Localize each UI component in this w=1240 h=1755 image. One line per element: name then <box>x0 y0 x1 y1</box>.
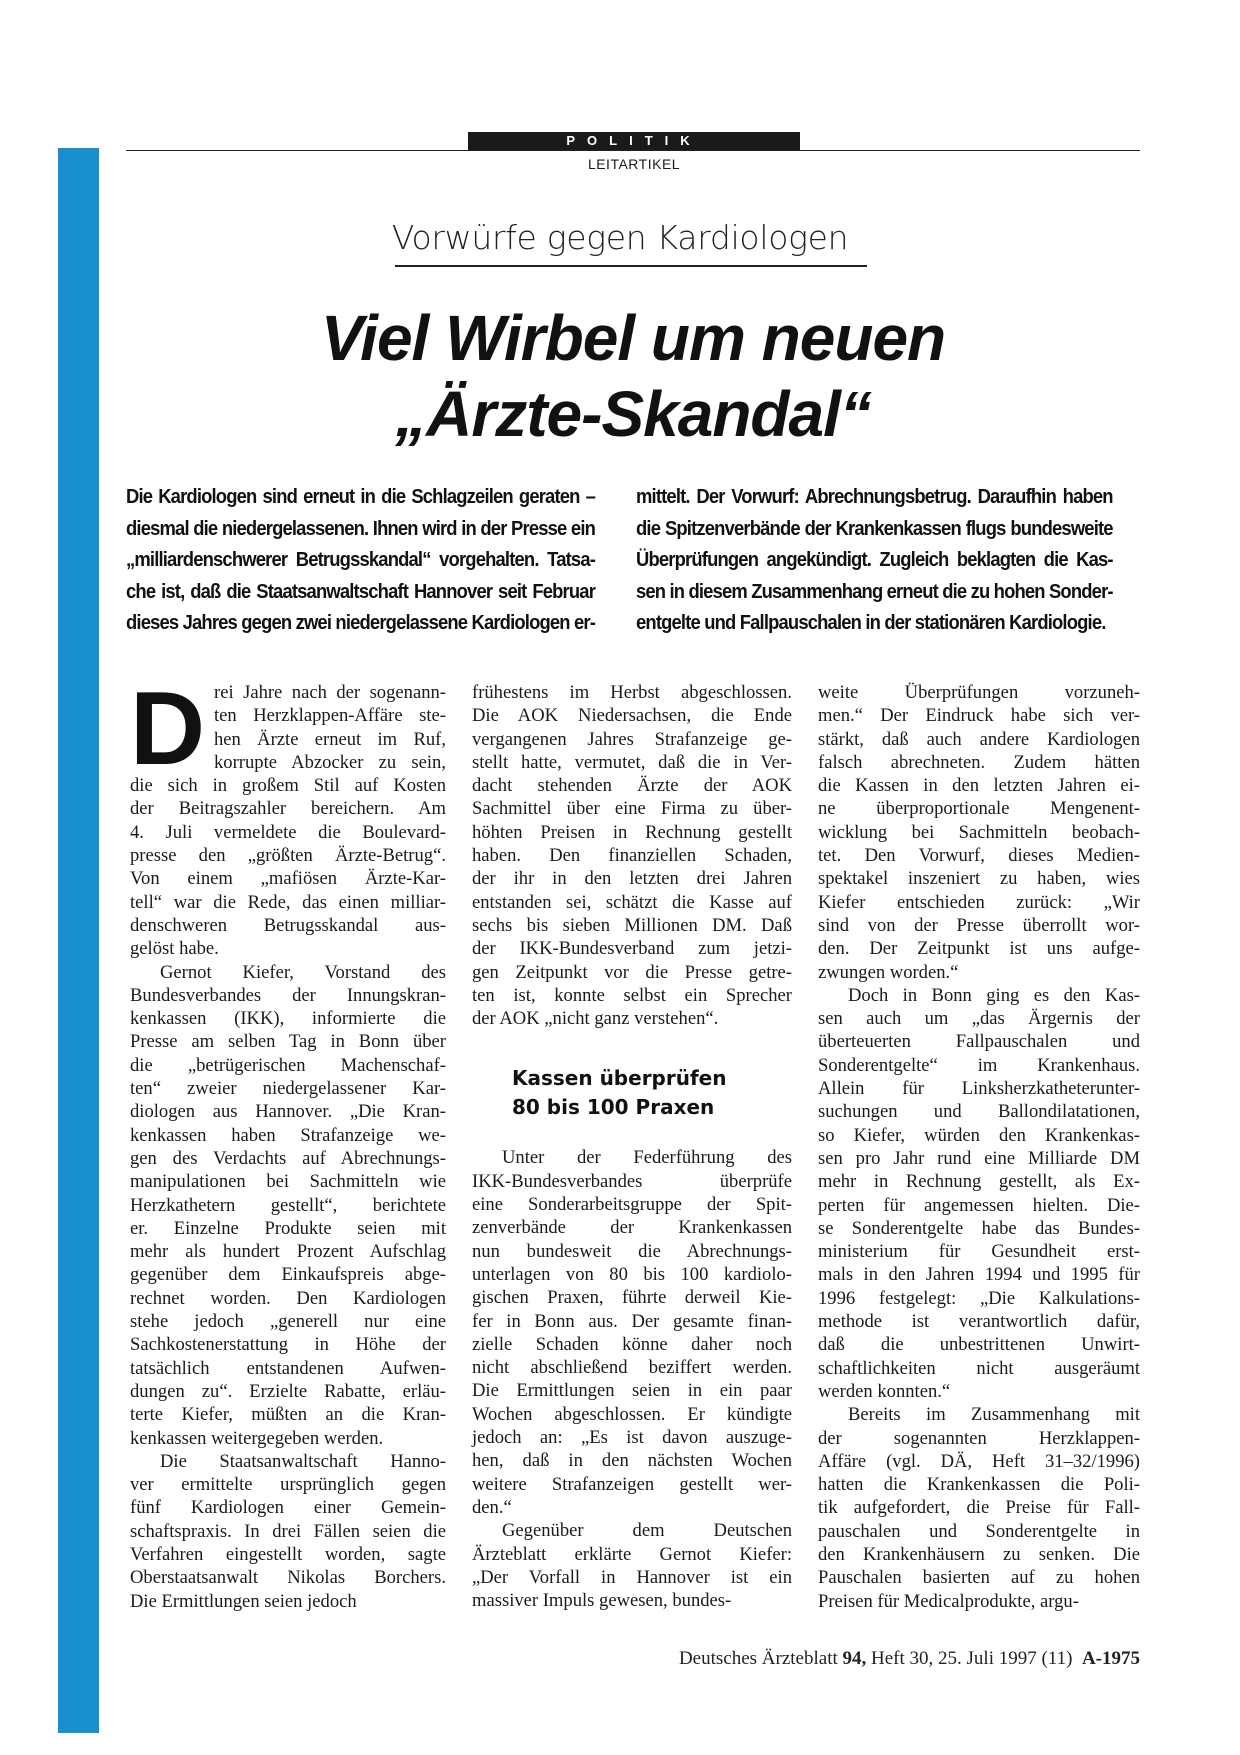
body-line: terte Kiefer, müßten an die Kran- <box>130 1404 446 1426</box>
body-line: kenkassen (IKK), informierte die <box>130 1008 446 1030</box>
body-line: diologen aus Hannover. „Die Kran- <box>130 1101 446 1123</box>
body-line: Kiefer entschieden zurück: „Wir <box>818 891 1140 913</box>
body-line: die „betrügerischen Machenschaf- <box>130 1054 446 1076</box>
body-line: Die Ermittlungen seien jedoch <box>130 1590 357 1612</box>
body-line: spektakel inszeniert zu haben, wies <box>818 868 1140 890</box>
body-line: den. Der Zeitpunkt ist uns aufge- <box>818 938 1140 960</box>
body-line: jedoch an: „Es ist davon auszuge- <box>472 1427 792 1449</box>
body-line: stehe jedoch „generell nur eine <box>130 1311 446 1333</box>
spacer <box>472 1030 792 1064</box>
body-line: stärkt, daß auch andere Kardiologen <box>818 728 1140 750</box>
body-line: methode ist verantwortlich dafür, <box>818 1311 1140 1333</box>
body-line: Herzkathetern gestellt“, berichtete <box>130 1194 446 1216</box>
body-line: fünf Kardiologen einer Gemein- <box>130 1497 446 1519</box>
body-line: se Sonderentgelte habe das Bundes- <box>818 1217 1140 1239</box>
lead-paragraph <box>126 482 1140 640</box>
body-line: zielle Schaden könne daher noch <box>472 1333 792 1355</box>
body-line: hatten die Krankenkassen die Poli- <box>818 1474 1140 1496</box>
body-line: „Der Vorfall in Hannover ist ein <box>472 1566 792 1588</box>
body-line: ministerium für Gesundheit erst- <box>818 1241 1140 1263</box>
section-label: POLITIK <box>468 132 800 150</box>
body-line: eine Sonderarbeitsgruppe der Spit- <box>472 1194 792 1216</box>
body-line: tik aufgefordert, die Preise für Fall- <box>818 1497 1140 1519</box>
body-line: Die Ermittlungen seien in ein paar <box>472 1380 792 1402</box>
body-line: sen auch um „das Ärgernis der <box>818 1008 1140 1030</box>
body-line: stellt hatte, vermutet, daß die in Ver- <box>472 751 792 773</box>
body-line: denschweren Betrugsskandal aus- <box>130 914 446 936</box>
body-line: Preisen für Medicalprodukte, argu- <box>818 1590 1079 1612</box>
body-line: zenverbände der Krankenkassen <box>472 1217 792 1239</box>
journal-name: Deutsches Ärzteblatt <box>678 1648 838 1669</box>
lead-line: Überprüfungen angekündigt. Zugleich beklagten die Kas- <box>635 549 1113 571</box>
body-line: die sich in großem Stil auf Kosten <box>130 775 446 797</box>
body-line: den.“ <box>472 1496 512 1518</box>
lead-line: mittelt. Der Vorwurf: Abrechnungsbetrug. Daraufhin haben <box>635 486 1113 508</box>
body-line: sechs bis sieben Millionen DM. Daß <box>472 914 792 936</box>
body-line: suchungen und Ballondilatationen, <box>818 1101 1140 1123</box>
body-line: mehr als hundert Prozent Aufschlag <box>130 1241 446 1263</box>
body-line: ten Herzklappen-Affäre ste- <box>214 705 446 727</box>
body-line: men.“ Der Eindruck habe sich ver- <box>818 705 1140 727</box>
body-line: ver ermittelte ursprünglich gegen <box>130 1474 446 1496</box>
body-line: rei Jahre nach der sogenann- <box>214 682 446 703</box>
body-line: gegenüber dem Einkaufspreis abge- <box>130 1264 446 1286</box>
kicker-title: Vorwürfe gegen Kardiologen <box>391 218 849 257</box>
page-footer <box>679 1648 1140 1670</box>
body-line: Sonderentgelte“ im Krankenhaus. <box>818 1054 1140 1076</box>
body-line: manipulationen bei Sachmitteln wie <box>130 1171 446 1193</box>
body-line: weitere Strafanzeigen gestellt wer- <box>472 1473 792 1495</box>
body-line: die Kassen in den letzten Jahren ei- <box>818 775 1140 797</box>
body-line: er. Einzelne Produkte seien mit <box>130 1217 446 1239</box>
body-line: daß die unbestrittenen Unwirt- <box>818 1334 1140 1356</box>
body-line: Presse am selben Tag in Bonn über <box>130 1031 446 1053</box>
article-column-3 <box>818 681 1140 1613</box>
body-line: nun bundesweit die Abrechnungs- <box>472 1240 792 1262</box>
body-line: Die Staatsanwaltschaft Hanno- <box>160 1450 446 1472</box>
body-line: sind von der Presse überrollt wor- <box>818 914 1140 936</box>
lead-line: „milliardenschwerer Betrugsskandal“ vorgehalten. Tatsa- <box>126 549 596 571</box>
subheading-line: Kassen überprüfen <box>512 1066 727 1091</box>
body-line: pauschalen und Sonderentgelte in <box>818 1520 1140 1542</box>
lead-line: Die Kardiologen sind erneut in die Schlagzeilen geraten – <box>126 486 596 508</box>
body-line: zwungen worden.“ <box>818 961 959 983</box>
body-line: fer in Bonn aus. Der gesamte finan- <box>472 1310 792 1332</box>
body-line: Bundesverbandes der Innungskran- <box>130 984 446 1006</box>
article-column-1 <box>130 671 446 1613</box>
body-line: Verfahren eingestellt worden, sagte <box>130 1543 446 1565</box>
body-line: kenkassen weitergegeben werden. <box>130 1427 384 1449</box>
decorative-margin-bar <box>58 148 99 1733</box>
body-line: weite Überprüfungen vorzuneh- <box>818 682 1140 703</box>
rubric-rule <box>126 150 1140 151</box>
spacer <box>472 1122 792 1146</box>
body-line: tet. Den Vorwurf, dieses Medien- <box>818 845 1140 867</box>
body-line: massiver Impuls gewesen, bundes- <box>472 1590 732 1612</box>
body-line: der ihr in den letzten drei Jahren <box>472 868 792 890</box>
headline-line: „Ärzte-Skandal“ <box>395 378 871 450</box>
body-line: sen pro Jahr rund eine Milliarde DM <box>818 1147 1140 1169</box>
journal-issue: Heft 30, 25. Juli 1997 (11) <box>871 1648 1073 1669</box>
body-line: ten“ zweier niedergelassener Kar- <box>130 1078 446 1100</box>
body-line: hen, daß in den nächsten Wochen <box>472 1450 792 1472</box>
body-line: kenkassen haben Strafanzeige we- <box>130 1124 446 1146</box>
body-line: schaftspraxis. In drei Fällen seien die <box>130 1520 446 1542</box>
body-line: Sachmittel über eine Firma zu über- <box>472 798 792 820</box>
lead-line: diesmal die niedergelassenen. Ihnen wird in der Presse ein <box>126 517 596 540</box>
kicker-underline <box>395 265 867 267</box>
lead-line: die Spitzenverbände der Krankenkassen flugs bundesweite <box>635 517 1113 540</box>
body-line: frühestens im Herbst abgeschlossen. <box>472 682 792 703</box>
body-line: Von einem „mafiösen Ärzte-Kar- <box>130 868 446 890</box>
lead-line: sen in diesem Zusammenhang erneut die zu hohen Sonder- <box>635 580 1113 603</box>
body-line: Wochen abgeschlossen. Er kündigte <box>472 1403 792 1425</box>
headline <box>126 300 1140 452</box>
body-line: Bereits im Zusammenhang mit <box>848 1404 1140 1426</box>
body-line: rechnet worden. Den Kardiologen <box>130 1287 446 1309</box>
body-line: hen Ärzte erneut im Ruf, <box>214 728 446 750</box>
body-line: den Krankenhäusern zu senken. Die <box>818 1543 1140 1565</box>
body-line: gelöst habe. <box>130 938 219 960</box>
lead-line: entgelte und Fallpauschalen in der stationären Kardiologie. <box>635 612 1106 634</box>
body-line: Gernot Kiefer, Vorstand des <box>160 961 446 983</box>
body-line: Affäre (vgl. DÄ, Heft 31–32/1996) <box>818 1450 1140 1472</box>
body-line: der sogenannten Herzklappen- <box>818 1427 1140 1449</box>
body-line: überteuerten Fallpauschalen und <box>818 1031 1140 1053</box>
body-line: ten ist, konnte selbst ein Sprecher <box>472 984 792 1006</box>
body-line: wicklung bei Sachmitteln beobach- <box>818 821 1140 843</box>
subheading-line: 80 bis 100 Praxen <box>512 1095 715 1120</box>
body-line: perten für angemessen hielten. Die- <box>818 1194 1140 1216</box>
body-line: mals in den Jahren 1994 und 1995 für <box>818 1264 1140 1286</box>
body-line: entstanden sei, schätzt die Kasse auf <box>472 891 792 913</box>
body-line: Ärzteblatt erklärte Gernot Kiefer: <box>472 1543 792 1565</box>
body-line: haben. Den finanziellen Schaden, <box>472 845 792 867</box>
drop-cap: D <box>130 671 206 787</box>
lead-column-left <box>126 482 595 640</box>
body-line: gen Zeitpunkt vor die Presse getre- <box>472 961 792 983</box>
body-line: falsch abrechneten. Zudem hätten <box>818 751 1140 773</box>
body-line: der AOK „nicht ganz verstehen“. <box>472 1008 719 1030</box>
lead-line: dieses Jahres gegen zwei niedergelassene Kardiologen er- <box>126 612 596 634</box>
body-line: so Kiefer, würden den Krankenkas- <box>818 1124 1140 1146</box>
body-line: IKK-Bundesverbandes überprüfe <box>472 1170 792 1192</box>
body-line: Sachkostenerstattung in Höhe der <box>130 1334 446 1356</box>
body-line: höhten Preisen in Rechnung gestellt <box>472 821 792 843</box>
body-line: nicht abschließend beziffert werden. <box>472 1357 792 1379</box>
body-line: dacht stehenden Ärzte der AOK <box>472 775 792 797</box>
subsection-label: LEITARTIKEL <box>587 156 681 172</box>
body-line: der Beitragszahler bereichern. Am <box>130 798 446 820</box>
body-line: 4. Juli vermeldete die Boulevard- <box>130 821 446 843</box>
body-line: schaftlichkeiten nicht ausgeräumt <box>818 1357 1140 1379</box>
headline-line: Viel Wirbel um neuen <box>320 302 946 374</box>
body-line: ne überproportionale Mengenent- <box>818 798 1140 820</box>
journal-volume: 94, <box>842 1648 867 1669</box>
body-line: korrupte Abzocker zu sein, <box>214 751 446 773</box>
page-number: A-1975 <box>1081 1648 1140 1669</box>
body-line: werden konnten.“ <box>818 1380 951 1402</box>
body-line: Die AOK Niedersachsen, die Ende <box>472 705 792 727</box>
body-line: gen des Verdachts auf Abrechnungs- <box>130 1147 446 1169</box>
article-column-2 <box>472 681 792 1612</box>
body-line: tell“ war die Rede, das einen milliar- <box>130 891 446 913</box>
lead-column-right <box>636 482 1113 640</box>
body-line: Allein für Linksherzkatheterunter- <box>818 1078 1140 1100</box>
body-line: tatsächlich entstandenen Aufwen- <box>130 1357 446 1379</box>
lead-line: che ist, daß die Staatsanwaltschaft Hannover seit Februar <box>126 580 596 603</box>
body-line: Doch in Bonn ging es den Kas- <box>848 984 1140 1006</box>
body-line: Pauschalen basierten auf zu hohen <box>818 1567 1140 1589</box>
body-line: der IKK-Bundesverband zum jetzi- <box>472 938 792 960</box>
body-line: gischen Praxen, führte derweil Kie- <box>472 1287 792 1309</box>
body-line: mehr in Rechnung gestellt, als Ex- <box>818 1171 1140 1193</box>
body-line: 1996 festgelegt: „Die Kalkulations- <box>818 1287 1140 1309</box>
body-line: dungen zu“. Erzielte Rabatte, erläu- <box>130 1380 446 1402</box>
body-line: Unter der Federführung des <box>502 1147 792 1169</box>
body-line: presse den „größten Ärzte-Betrug“. <box>130 845 446 867</box>
body-line: Oberstaatsanwalt Nikolas Borchers. <box>130 1567 446 1589</box>
body-line: Gegenüber dem Deutschen <box>502 1520 792 1542</box>
body-line: unterlagen von 80 bis 100 kardiolo- <box>472 1263 792 1285</box>
body-line: vergangenen Jahres Strafanzeige ge- <box>472 728 792 750</box>
